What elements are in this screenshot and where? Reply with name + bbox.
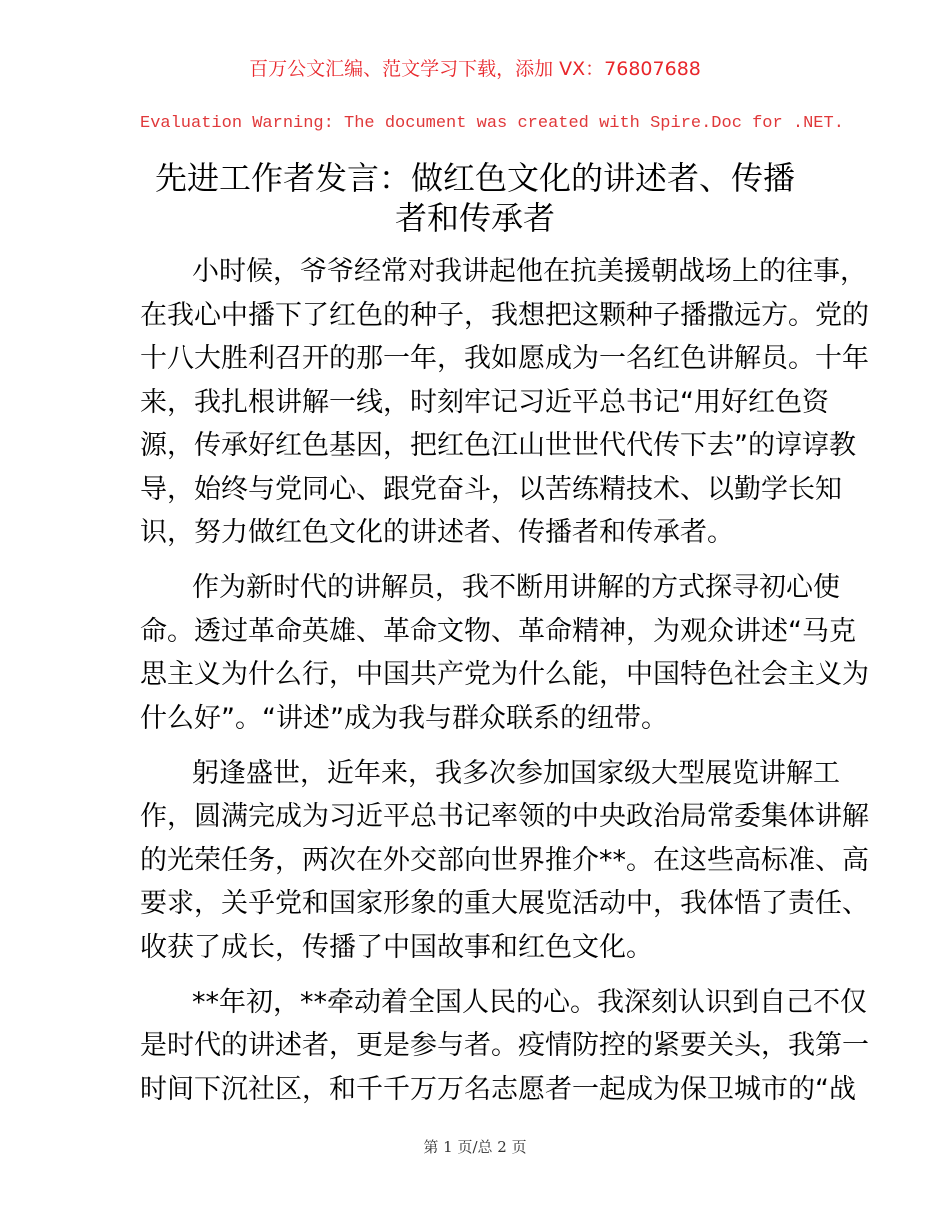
paragraph-line: 十八大胜利召开的那一年，我如愿成为一名红色讲解员。十年	[140, 343, 869, 374]
paragraph-line: 要求，关乎党和国家形象的重大展览活动中，我体悟了责任、	[140, 888, 869, 919]
paragraph-line: 什么好”。“讲述”成为我与群众联系的纽带。	[140, 702, 668, 734]
download-banner: 百万公文汇编、范文学习下载，添加 VX：76807688	[249, 58, 701, 80]
paragraph-line: 源，传承好红色基因，把红色江山世世代代传下去”的谆谆教	[140, 430, 856, 461]
paragraph-line: 收获了成长，传播了中国故事和红色文化。	[140, 931, 653, 963]
evaluation-warning: Evaluation Warning: The document was created with Spire.Doc for .NET.	[140, 114, 844, 133]
paragraph-line: 导，始终与党同心、跟党奋斗，以苦练精技术、以勤学长知	[140, 473, 842, 505]
paragraph-line: 来，我扎根讲解一线，时刻牢记习近平总书记“用好红色资	[140, 386, 829, 418]
paragraph-line: 的光荣任务，两次在外交部向世界推介**。在这些高标准、高	[140, 844, 869, 876]
paragraph	[140, 752, 869, 970]
title-line: 者和传承者	[394, 199, 555, 237]
paragraph-line: 命。透过革命英雄、革命文物、革命精神，为观众讲述“马克	[140, 615, 856, 647]
paragraph-line: **年初，**牵动着全国人民的心。我深刻认识到自己不仅	[192, 986, 867, 1018]
paragraph	[140, 566, 869, 740]
paragraph-line: 在我心中播下了红色的种子，我想把这颗种子播撒远方。党的	[140, 299, 869, 331]
paragraph-line: 思主义为什么行，中国共产党为什么能，中国特色社会主义为	[140, 659, 869, 690]
document-title	[130, 158, 820, 238]
paragraph-line: 作为新时代的讲解员，我不断用讲解的方式探寻初心使	[192, 572, 840, 603]
paragraph-line: 时间下沉社区，和千千万万名志愿者一起成为保卫城市的“战	[140, 1073, 856, 1105]
document-body	[140, 250, 869, 1123]
paragraph-line: 躬逢盛世，近年来，我多次参加国家级大型展览讲解工	[192, 757, 840, 789]
title-line: 先进工作者发言：做红色文化的讲述者、传播	[154, 159, 795, 197]
paragraph	[140, 981, 869, 1112]
paragraph-line: 作，圆满完成为习近平总书记率领的中央政治局常委集体讲解	[140, 801, 869, 832]
page-number: 第 1 页/总 2 页	[423, 1138, 527, 1156]
paragraph-line: 是时代的讲述者，更是参与者。疫情防控的紧要关头，我第一	[140, 1030, 869, 1061]
paragraph	[140, 250, 869, 555]
paragraph-line: 小时候，爷爷经常对我讲起他在抗美援朝战场上的往事，	[192, 256, 867, 287]
paragraph-line: 识，努力做红色文化的讲述者、传播者和传承者。	[140, 517, 734, 548]
